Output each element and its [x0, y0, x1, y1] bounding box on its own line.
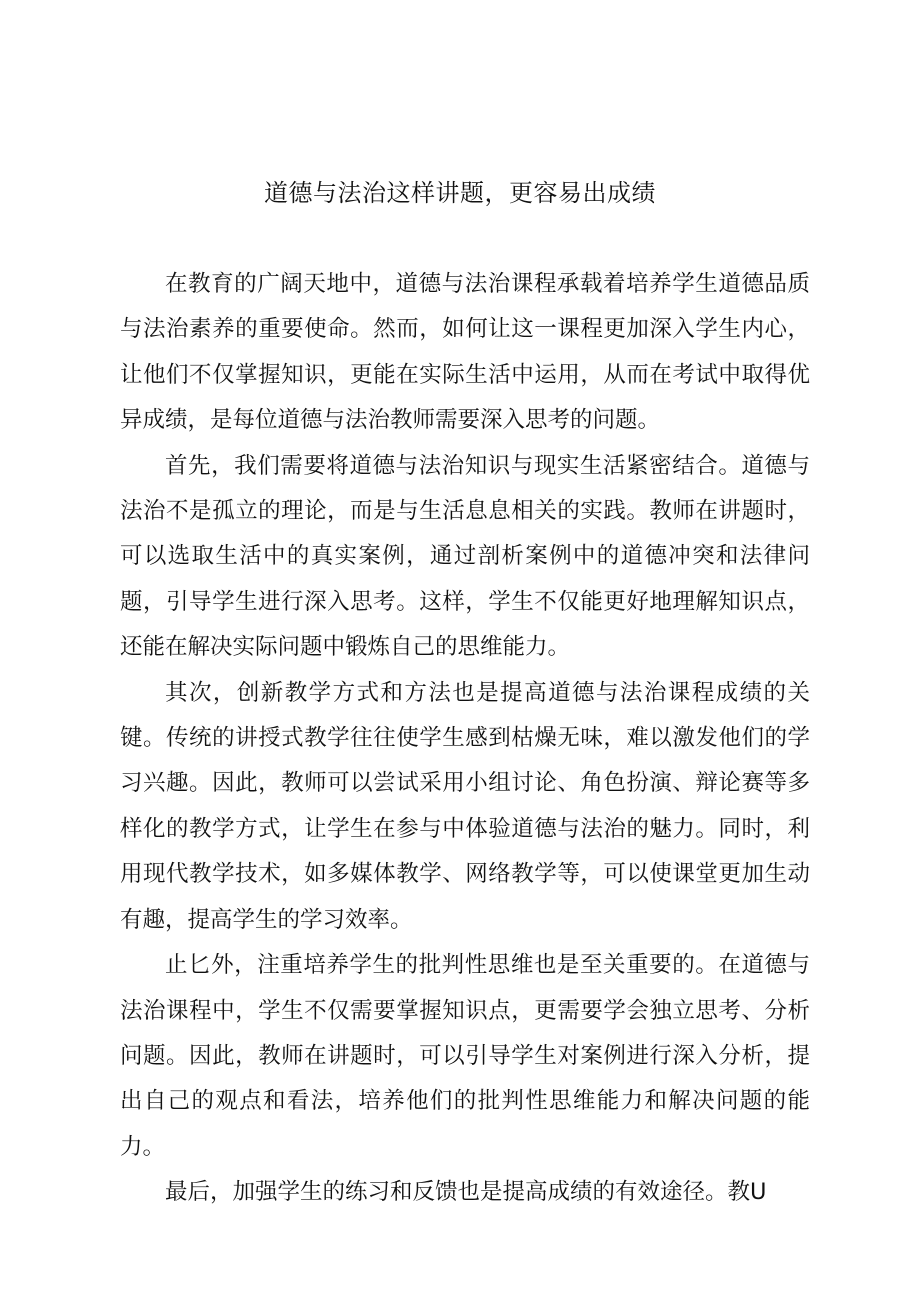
paragraph-first: 首先，我们需要将道德与法治知识与现实生活紧密结合。道德与法治不是孤立的理论，而是与生活息息相关的实践。教师在讲题时，可以选取生活中的真实案例，通过剖析案例中的道德冲突和法律问题，引导学生进行深入思考。这样，学生不仅能更好地理解知识点，还能在解决实际问题中锻炼自己的思维能力。 — [120, 452, 810, 661]
paragraph-third: 止匕外，注重培养学生的批判性思维也是至关重要的。在道德与法治课程中，学生不仅需要掌握知识点，更需要学会独立思考、分析问题。因此，教师在讲题时，可以引导学生对案例进行深入分析，提出自己的观点和看法，培养他们的批判性思维能力和解决问题的能力。 — [120, 952, 810, 1160]
paragraph-second: 其次，创新教学方式和方法也是提高道德与法治课程成绩的关键。传统的讲授式教学往往使学生感到枯燥无味，难以激发他们的学习兴趣。因此，教师可以尝试采用小组讨论、角色扮演、辩论赛等多样化的教学方式，让学生在参与中体验道德与法治的魅力。同时，利用现代教学技术，如多媒体教学、网络教学等，可以使课堂更加生动有趣，提高学生的学习效率。 — [120, 679, 810, 933]
paragraph-intro: 在教育的广阔天地中，道德与法治课程承载着培养学生道德品质与法治素养的重要使命。然而，如何让这一课程更加深入学生内心，让他们不仅掌握知识，更能在实际生活中运用，从而在考试中取得优异成绩，是每位道德与法治教师需要深入思考的问题。 — [120, 271, 810, 434]
paragraph-last: 最后，加强学生的练习和反馈也是提高成绩的有效途径。教U — [165, 1179, 767, 1206]
document-body — [120, 262, 810, 1216]
document-title: 道德与法治这样讲题，更容易出成绩 — [264, 179, 656, 207]
